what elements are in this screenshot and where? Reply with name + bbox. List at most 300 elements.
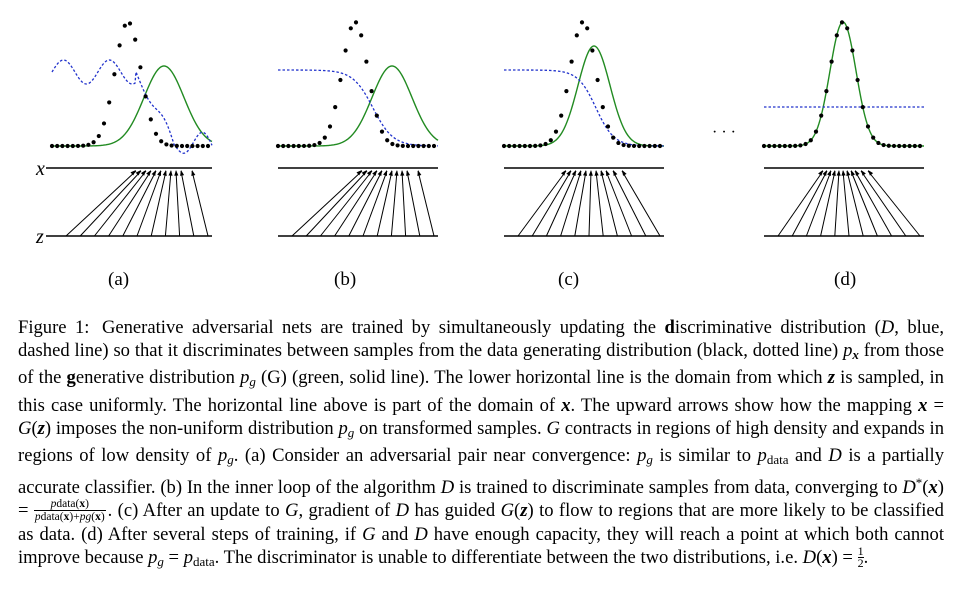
arrow-shaft — [518, 171, 566, 236]
data-dot — [611, 136, 615, 140]
data-dot — [112, 72, 116, 76]
mapping-arrow — [595, 170, 604, 236]
arrow-shaft — [292, 171, 362, 236]
math-symbol: G — [285, 500, 299, 522]
arrow-head — [622, 170, 627, 176]
mapping-arrow — [589, 170, 593, 236]
data-dot — [653, 144, 657, 148]
arrow-head — [136, 170, 141, 176]
math-p: p — [79, 510, 86, 523]
data-dot — [616, 141, 620, 145]
data-dot — [97, 134, 101, 138]
math-x: x — [95, 510, 101, 523]
arrow-shaft — [66, 171, 136, 236]
data-dot — [333, 105, 337, 109]
data-dot — [422, 144, 426, 148]
arrow-shaft — [835, 171, 839, 236]
arrow-head — [846, 170, 850, 176]
arrow-shaft — [418, 171, 434, 236]
data-dot — [523, 144, 527, 148]
math-subscript: g — [646, 452, 653, 468]
mapping-arrow — [835, 170, 841, 236]
data-dot — [370, 89, 374, 93]
data-dot — [390, 142, 394, 146]
math-symbol: D — [802, 546, 817, 568]
arrow-shaft — [94, 171, 146, 236]
generator-distribution-curve — [764, 22, 924, 146]
mapping-arrow — [137, 170, 161, 236]
arrow-head — [362, 170, 367, 176]
data-dot — [81, 144, 85, 148]
arrow-shaft — [192, 171, 208, 236]
data-dot — [201, 144, 205, 148]
data-dot — [128, 21, 132, 25]
panel-label: (d) — [834, 269, 857, 290]
arrow-shaft — [151, 171, 166, 236]
data-dot — [175, 144, 179, 148]
math-vector: z — [520, 500, 528, 522]
math-symbol: p — [757, 445, 767, 467]
math-symbol: G — [362, 523, 376, 545]
data-dot — [55, 144, 59, 148]
arrow-head — [577, 170, 581, 176]
arrow-head — [163, 170, 167, 176]
math-symbol: p — [240, 367, 250, 389]
panel-a — [46, 21, 212, 236]
fraction — [34, 498, 106, 523]
data-dot — [60, 144, 64, 148]
arrow-shaft — [596, 171, 603, 236]
mapping-arrow — [66, 170, 136, 236]
math-symbol: G — [18, 417, 32, 439]
data-dot — [396, 143, 400, 147]
data-dot — [918, 144, 922, 148]
data-dot — [840, 20, 844, 24]
arrow-shaft — [363, 171, 387, 236]
math-symbol: D — [395, 500, 410, 522]
math-symbol: D — [828, 445, 842, 467]
mapping-arrow — [165, 170, 172, 236]
arrow-shaft — [575, 171, 586, 236]
data-dot — [66, 144, 70, 148]
mapping-arrow — [109, 170, 151, 236]
data-distribution-dots — [762, 20, 922, 148]
data-dot — [380, 130, 384, 134]
math-vector: z — [37, 417, 45, 439]
math-symbol: p — [843, 340, 853, 362]
arrow-head — [157, 170, 161, 176]
data-dot — [830, 59, 834, 63]
math-subscript: data — [193, 553, 215, 569]
mapping-arrow — [868, 170, 920, 236]
data-dot — [432, 144, 436, 148]
arrow-shaft — [561, 171, 581, 236]
arrow-shaft — [377, 171, 392, 236]
data-dot — [554, 130, 558, 134]
data-dot — [559, 114, 563, 118]
mapping-arrow — [532, 170, 571, 236]
panel-b — [276, 20, 438, 236]
arrow-head — [146, 170, 151, 176]
data-dot — [375, 114, 379, 118]
math-symbol: D — [902, 477, 916, 499]
data-dot — [159, 139, 163, 143]
arrow-head — [168, 170, 172, 176]
arrow-shaft — [861, 171, 906, 236]
mapping-arrow — [841, 170, 849, 236]
math-p: p — [50, 497, 57, 510]
generator-distribution-curve — [52, 66, 212, 146]
data-dot — [570, 59, 574, 63]
math-x: x — [63, 510, 70, 523]
data-dot — [533, 144, 537, 148]
arrow-shaft — [80, 171, 141, 236]
data-dot — [601, 105, 605, 109]
arrow-shaft — [532, 171, 571, 236]
math-sub: data — [40, 510, 60, 523]
arrow-head — [383, 170, 387, 176]
arrow-head — [583, 170, 587, 176]
mapping-arrow — [377, 170, 393, 236]
data-dot — [401, 144, 405, 148]
data-dot — [292, 144, 296, 148]
data-dot — [897, 144, 901, 148]
math-superscript: * — [915, 475, 923, 491]
data-dot — [804, 142, 808, 146]
data-dot — [185, 144, 189, 148]
arrow-shaft — [123, 171, 156, 236]
data-dot — [892, 144, 896, 148]
data-dot — [276, 144, 280, 148]
mapping-arrow — [80, 170, 141, 236]
fraction-half — [857, 543, 864, 570]
math-vector: x — [918, 394, 928, 416]
mapping-arrow — [792, 170, 827, 236]
mapping-arrow — [391, 170, 398, 236]
data-dot — [809, 138, 813, 142]
arrow-shaft — [546, 171, 576, 236]
arrow-head — [152, 170, 156, 176]
fraction-numerator: pdata(x) — [34, 498, 106, 511]
arrow-shaft — [407, 171, 420, 236]
arrow-head — [130, 170, 136, 175]
data-dot — [180, 144, 184, 148]
arrow-shaft — [335, 171, 377, 236]
math-sub: data — [56, 497, 76, 510]
data-dot — [354, 20, 358, 24]
data-dot — [913, 144, 917, 148]
math-symbol: p — [148, 546, 158, 568]
arrow-shaft — [109, 171, 151, 236]
data-dot — [575, 33, 579, 37]
data-dot — [138, 65, 142, 69]
mapping-arrow — [400, 170, 405, 236]
mapping-arrow — [174, 170, 179, 236]
arrow-head — [613, 170, 617, 176]
mapping-arrow — [180, 170, 194, 236]
arrow-shaft — [778, 171, 823, 236]
arrow-head — [855, 170, 860, 176]
data-dot — [364, 59, 368, 63]
data-dot — [648, 144, 652, 148]
math-symbol: G — [500, 500, 515, 522]
arrow-shaft — [402, 171, 406, 236]
data-dot — [783, 144, 787, 148]
panel-c — [502, 20, 664, 236]
math-vector: x — [561, 394, 571, 416]
mapping-arrow — [546, 170, 576, 236]
gan-figure — [0, 0, 976, 300]
data-dot — [658, 144, 662, 148]
math-symbol: p — [217, 445, 228, 467]
data-dot — [538, 143, 542, 147]
mapping-arrow — [406, 170, 420, 236]
data-dot — [819, 114, 823, 118]
caption-label: Figure 1: — [18, 317, 90, 338]
math-symbol: D — [414, 523, 428, 545]
arrow-head — [561, 170, 566, 176]
data-dot — [908, 144, 912, 148]
math-symbol: D — [880, 317, 895, 338]
discriminator-curve — [504, 70, 664, 146]
arrow-head — [823, 170, 827, 176]
data-dot — [170, 143, 174, 147]
data-dot — [190, 144, 194, 148]
data-dot — [507, 144, 511, 148]
arrow-head — [372, 170, 377, 176]
math-subscript: g — [249, 374, 256, 390]
data-dot — [622, 143, 626, 147]
generator-distribution-curve — [278, 66, 438, 146]
data-dot — [590, 48, 594, 52]
arrow-head — [141, 170, 146, 176]
data-dot — [518, 144, 522, 148]
data-dot — [835, 33, 839, 37]
data-dot — [549, 138, 553, 142]
data-dot — [307, 144, 311, 148]
data-dot — [76, 144, 80, 148]
data-dot — [349, 26, 353, 30]
arrow-head — [589, 170, 593, 176]
arrow-shaft — [137, 171, 161, 236]
data-dot — [767, 144, 771, 148]
data-dot — [427, 144, 431, 148]
arrow-head — [180, 170, 184, 176]
caption-bold: g — [66, 367, 76, 389]
caption-text: Generative adversarial nets are trained by simultaneously updating the discriminative distribution (D, blue, dashed line) so that it discriminates between samples from the data generating distribution (black, dotted line) px from those of the generative distribution pg (G) (green, solid line). The lower horizontal line is the domain from which z is sampled, in this case uniformly. The horizontal line above is part of the domain of x. The upward arrows show how the mapping x = G(z) imposes the non-uniform distribution pg on transformed samples. G contracts in regions of high density and expands in regions of low density of pg. (a) Consider an adversarial pair near convergence: pg is similar to $p_{data}$ and D is a partially accurate classifier. (b) In the inner loop of the algorithm D is trained to discriminate samples from data, converging to D*(x) = $\frac{\text{pdata(x)}}{\text{pdata(x)+pg(x)}}$ . (c) After an update to G, gradient of D has guided G(z) to flow to regions that are more likely to be classified as data. (d) After several steps of training, if G and D have enough capacity, they will reach a point at which both cannot improve because pg = $p_{data}$. The discriminator is unable to differentiate between the two distributions, i.e. D(x) = $\frac{1}{2}$. — [18, 317, 945, 570]
data-dot — [92, 140, 96, 144]
fraction-denominator: pdata(x)+pg(x) — [34, 510, 105, 523]
data-dot — [133, 38, 137, 42]
arrow-shaft — [391, 171, 397, 236]
arrow-head — [851, 170, 855, 176]
mapping-arrow — [417, 170, 434, 236]
arrow-shaft — [181, 171, 194, 236]
mapping-arrow — [575, 170, 587, 236]
data-dot — [302, 144, 306, 148]
mapping-arrow — [518, 170, 566, 236]
data-dot — [286, 144, 290, 148]
arrow-head — [837, 170, 841, 176]
data-dot — [502, 144, 506, 148]
panel-label: (a) — [108, 269, 130, 290]
data-dot — [778, 144, 782, 148]
mapping-arrow — [191, 170, 208, 236]
data-dot — [123, 24, 127, 28]
fraction-denominator: 2 — [857, 555, 864, 570]
mapping-arrow — [363, 170, 387, 236]
data-dot — [512, 144, 516, 148]
math-symbol: D — [440, 477, 455, 499]
math-x: x — [79, 497, 86, 510]
data-dot — [845, 26, 849, 30]
fraction-numerator: 1 — [857, 543, 864, 558]
math-symbol: p — [338, 417, 348, 439]
data-dot — [411, 144, 415, 148]
data-dot — [580, 20, 584, 24]
data-dot — [206, 144, 210, 148]
data-dot — [585, 26, 589, 30]
arrow-head — [572, 170, 576, 176]
arrow-shaft — [320, 171, 372, 236]
data-dot — [344, 48, 348, 52]
data-dot — [632, 144, 636, 148]
data-dot — [359, 33, 363, 37]
data-dot — [323, 136, 327, 140]
arrow-shaft — [843, 171, 849, 236]
generator-distribution-curve — [504, 46, 664, 146]
arrow-head — [827, 170, 831, 176]
ellipsis: · · · — [712, 124, 736, 141]
math-sub: g — [85, 510, 92, 523]
arrow-shaft — [306, 171, 367, 236]
figure-caption — [18, 316, 944, 573]
data-dot — [149, 117, 153, 121]
data-dot — [71, 144, 75, 148]
mapping-arrow — [821, 170, 836, 236]
arrow-head — [868, 170, 873, 176]
mapping-arrow — [778, 170, 823, 236]
math-vector: z — [827, 367, 835, 389]
data-dot — [164, 142, 168, 146]
arrow-head — [406, 170, 410, 176]
panel-d — [762, 20, 924, 236]
arrow-shaft — [176, 171, 180, 236]
math-subscript: x — [852, 347, 859, 363]
data-dot — [861, 105, 865, 109]
data-dot — [297, 144, 301, 148]
data-dot — [882, 143, 886, 147]
x-axis-label: x — [36, 158, 45, 180]
math-symbol: G — [546, 417, 560, 439]
data-dot — [338, 78, 342, 82]
data-dot — [118, 43, 122, 47]
arrow-head — [174, 170, 178, 176]
z-axis-label: z — [36, 226, 44, 248]
mapping-arrow — [151, 170, 167, 236]
mapping-arrow — [861, 170, 906, 236]
arrow-head — [378, 170, 382, 176]
data-dot — [856, 78, 860, 82]
data-dot — [850, 48, 854, 52]
math-subscript: data — [766, 452, 789, 468]
math-subscript: g — [227, 452, 234, 468]
mapping-arrow — [306, 170, 367, 236]
data-dot — [107, 100, 111, 104]
arrow-head — [417, 170, 421, 176]
arrow-head — [367, 170, 372, 176]
data-dot — [144, 94, 148, 98]
math-symbol: p — [183, 546, 193, 568]
data-distribution-dots — [50, 21, 210, 148]
data-dot — [793, 144, 797, 148]
data-dot — [772, 144, 776, 148]
arrow-shaft — [868, 171, 920, 236]
discriminator-curve — [278, 70, 438, 146]
math-subscript: g — [157, 553, 164, 569]
data-dot — [642, 144, 646, 148]
data-dot — [902, 144, 906, 148]
arrow-shaft — [589, 171, 591, 236]
arrow-head — [400, 170, 404, 176]
data-dot — [876, 141, 880, 145]
math-symbol: p — [637, 445, 647, 467]
arrow-head — [394, 170, 398, 176]
arrow-head — [389, 170, 393, 176]
data-dot — [86, 143, 90, 147]
arrow-head — [595, 170, 599, 176]
arrow-head — [600, 170, 604, 176]
caption-bold: d — [664, 317, 675, 338]
mapping-arrow — [292, 170, 362, 236]
data-dot — [281, 144, 285, 148]
mapping-arrow — [335, 170, 377, 236]
data-dot — [866, 124, 870, 128]
data-dot — [762, 144, 766, 148]
data-dot — [814, 130, 818, 134]
data-dot — [871, 136, 875, 140]
data-dot — [328, 124, 332, 128]
math-subscript: g — [347, 424, 355, 440]
arrow-head — [566, 170, 571, 176]
math-p: p — [34, 510, 41, 523]
data-dot — [196, 144, 200, 148]
data-dot — [544, 142, 548, 146]
arrow-head — [191, 170, 195, 176]
arrow-head — [356, 170, 362, 175]
data-dot — [416, 144, 420, 148]
data-dot — [606, 124, 610, 128]
arrow-shaft — [349, 171, 382, 236]
data-dot — [102, 121, 106, 125]
arrow-shaft — [601, 171, 617, 236]
arrow-head — [606, 170, 610, 176]
math-vector: x — [928, 477, 938, 499]
data-dot — [596, 78, 600, 82]
data-dot — [887, 144, 891, 148]
mapping-arrow — [561, 170, 582, 236]
data-dot — [637, 144, 641, 148]
data-dot — [564, 89, 568, 93]
data-dot — [318, 141, 322, 145]
panel-label: (c) — [558, 269, 580, 290]
data-dot — [385, 138, 389, 142]
panel-label: (b) — [334, 269, 357, 290]
data-dot — [50, 144, 54, 148]
data-dot — [528, 144, 532, 148]
data-dot — [788, 144, 792, 148]
arrow-shaft — [165, 171, 171, 236]
